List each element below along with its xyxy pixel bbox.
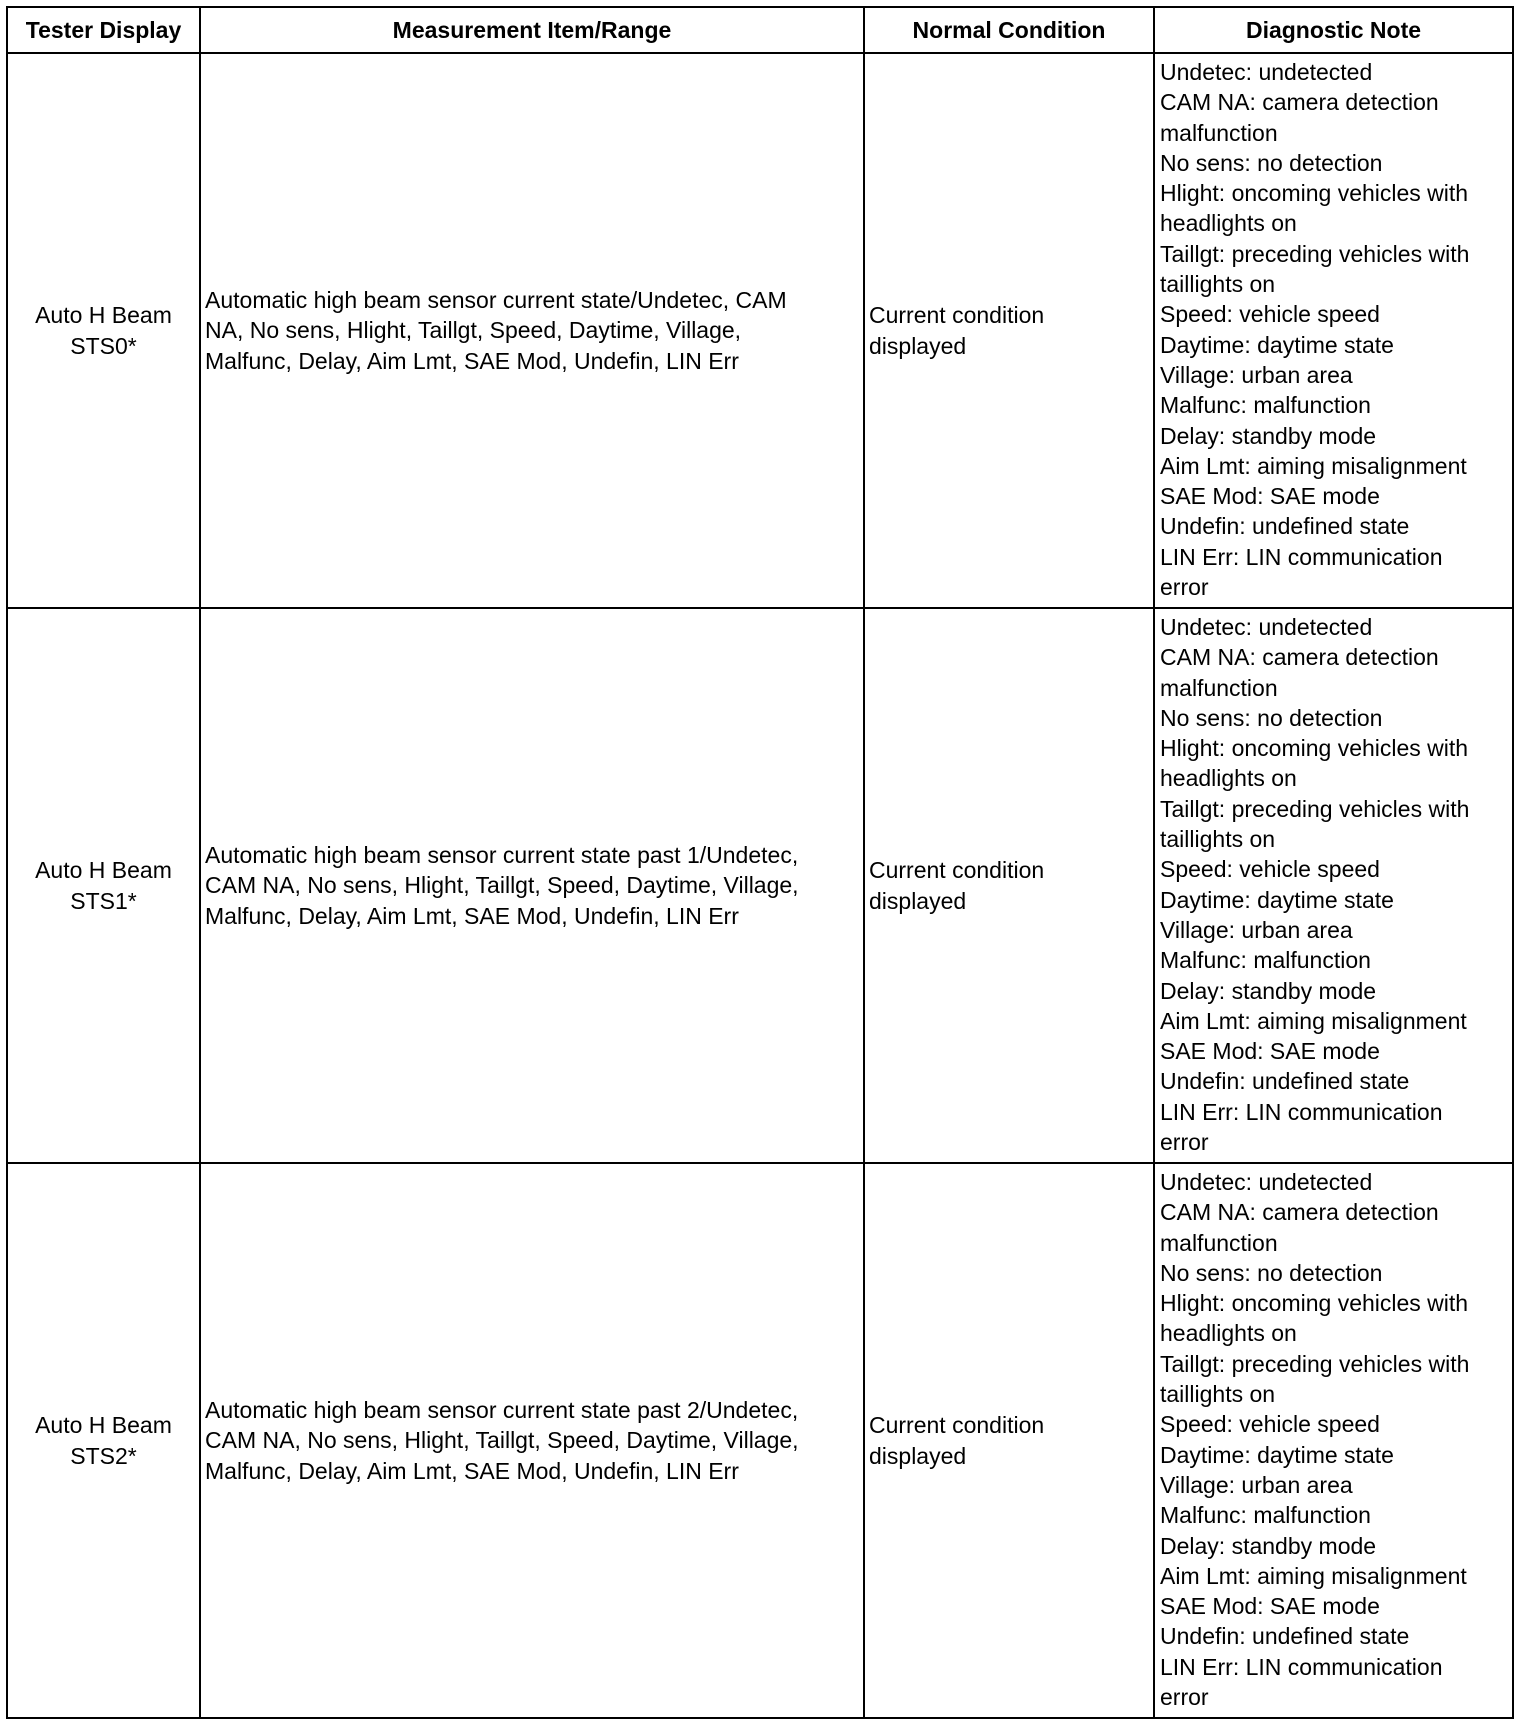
normal-condition-line: Current condition (869, 857, 1045, 884)
diagnostic-note-line: Daytime: daytime state (1160, 331, 1394, 358)
diagnostic-note-line: error (1160, 1684, 1209, 1711)
diagnostic-note-line: No sens: no detection (1160, 1259, 1383, 1286)
normal-condition-line: displayed (869, 332, 967, 359)
measurement-cell (200, 53, 864, 608)
diagnostic-note-line: error (1160, 574, 1209, 601)
diagnostic-note-line: Undetec: undetected (1160, 59, 1373, 85)
diagnostic-note-line: SAE Mod: SAE mode (1160, 483, 1380, 510)
diagnostic-note-line: Hlight: oncoming vehicles with (1160, 1290, 1469, 1317)
diagnostic-note-line: SAE Mod: SAE mode (1160, 1593, 1380, 1620)
measurement-line: CAM NA, No sens, Hlight, Taillgt, Speed, Daytime, Village, (205, 872, 799, 899)
diagnostic-note-cell (1154, 53, 1513, 608)
diagnostic-note-cell (1154, 608, 1513, 1163)
header-diagnostic-note: Diagnostic Note (1154, 7, 1513, 53)
measurement-line: Malfunc, Delay, Aim Lmt, SAE Mod, Undefin, LIN Err (205, 902, 739, 929)
diagnostic-note-line: No sens: no detection (1160, 149, 1383, 176)
diagnostic-note-line: No sens: no detection (1160, 704, 1383, 731)
tester-display-line: Auto H Beam (35, 302, 172, 329)
tester-display-cell (7, 53, 200, 608)
diagnostic-note-line: Aim Lmt: aiming misalignment (1160, 1007, 1467, 1034)
diagnostic-note-line: Speed: vehicle speed (1160, 1411, 1380, 1438)
diagnostic-note-line: Village: urban area (1160, 361, 1353, 388)
diagnostic-note-line: Aim Lmt: aiming misalignment (1160, 1562, 1467, 1589)
diagnostic-note-line: LIN Err: LIN communication (1160, 1653, 1443, 1680)
normal-condition-line: displayed (869, 1442, 967, 1469)
tester-display-line: Auto H Beam (35, 857, 172, 884)
diagnostic-note-line: Delay: standby mode (1160, 422, 1377, 449)
diagnostic-note-line: Malfunc: malfunction (1160, 392, 1371, 419)
diagnostic-note-line: Aim Lmt: aiming misalignment (1160, 452, 1467, 479)
diagnostic-note-line: CAM NA: camera detection (1160, 1199, 1439, 1226)
diagnostic-note-line: headlights on (1160, 1320, 1297, 1347)
diagnostic-note-line: Hlight: oncoming vehicles with (1160, 180, 1469, 207)
diagnostic-note-cell (1154, 1163, 1513, 1718)
measurement-line: Automatic high beam sensor current state/Undetec, CAM (205, 287, 787, 314)
diagnostic-table-container (6, 6, 1514, 1719)
diagnostic-note-line: taillights on (1160, 826, 1276, 853)
tester-display-cell (7, 1163, 200, 1718)
diagnostic-note-line: Malfunc: malfunction (1160, 1502, 1371, 1529)
normal-condition-cell (864, 53, 1154, 608)
normal-condition-line: Current condition (869, 1412, 1045, 1439)
normal-condition-cell (864, 608, 1154, 1163)
table-row (7, 1163, 1513, 1718)
measurement-line: Malfunc, Delay, Aim Lmt, SAE Mod, Undefin, LIN Err (205, 347, 739, 374)
diagnostic-note-line: LIN Err: LIN communication (1160, 1098, 1443, 1125)
diagnostic-note-line: CAM NA: camera detection (1160, 644, 1439, 671)
diagnostic-note-line: headlights on (1160, 210, 1297, 237)
tester-display-line: STS0* (70, 332, 137, 359)
diagnostic-note-line: taillights on (1160, 271, 1276, 298)
tester-display-line: STS2* (70, 1442, 137, 1469)
tester-display-cell (7, 608, 200, 1163)
diagnostic-note-line: SAE Mod: SAE mode (1160, 1038, 1380, 1065)
diagnostic-note-line: Undetec: undetected (1160, 614, 1373, 640)
diagnostic-note-line: malfunction (1160, 1229, 1278, 1256)
diagnostic-note-line: Taillgt: preceding vehicles with (1160, 240, 1470, 267)
table-row (7, 53, 1513, 608)
normal-condition-cell (864, 1163, 1154, 1718)
header-normal-condition: Normal Condition (864, 7, 1154, 53)
diagnostic-note-line: Undetec: undetected (1160, 1169, 1373, 1195)
measurement-line: Automatic high beam sensor current state past 1/Undetec, (205, 842, 799, 869)
diagnostic-note-line: headlights on (1160, 765, 1297, 792)
diagnostic-note-line: Village: urban area (1160, 916, 1353, 943)
diagnostic-note-line: Taillgt: preceding vehicles with (1160, 1350, 1470, 1377)
diagnostic-note-line: Village: urban area (1160, 1471, 1353, 1498)
diagnostic-note-line: Speed: vehicle speed (1160, 856, 1380, 883)
diagnostic-note-line: CAM NA: camera detection (1160, 89, 1439, 116)
diagnostic-note-line: malfunction (1160, 119, 1278, 146)
diagnostic-note-line: Daytime: daytime state (1160, 886, 1394, 913)
diagnostic-note-line: LIN Err: LIN communication (1160, 543, 1443, 570)
diagnostic-note-line: malfunction (1160, 674, 1278, 701)
header-measurement-item-range: Measurement Item/Range (200, 7, 864, 53)
diagnostic-note-line: Daytime: daytime state (1160, 1441, 1394, 1468)
diagnostic-note-line: Malfunc: malfunction (1160, 947, 1371, 974)
tester-display-line: Auto H Beam (35, 1412, 172, 1439)
diagnostic-note-line: Delay: standby mode (1160, 1532, 1377, 1559)
normal-condition-line: Current condition (869, 302, 1045, 329)
table-header-row (7, 7, 1513, 53)
measurement-line: CAM NA, No sens, Hlight, Taillgt, Speed, Daytime, Village, (205, 1427, 799, 1454)
measurement-cell (200, 608, 864, 1163)
diagnostic-note-line: Hlight: oncoming vehicles with (1160, 735, 1469, 762)
diagnostic-note-line: Taillgt: preceding vehicles with (1160, 795, 1470, 822)
diagnostic-table (6, 6, 1514, 1719)
table-row (7, 608, 1513, 1163)
measurement-line: Malfunc, Delay, Aim Lmt, SAE Mod, Undefin, LIN Err (205, 1457, 739, 1484)
measurement-cell (200, 1163, 864, 1718)
diagnostic-note-line: Undefin: undefined state (1160, 1623, 1410, 1650)
diagnostic-note-line: Undefin: undefined state (1160, 1068, 1410, 1095)
diagnostic-note-line: Delay: standby mode (1160, 977, 1377, 1004)
tester-display-line: STS1* (70, 887, 137, 914)
header-tester-display: Tester Display (7, 7, 200, 53)
measurement-line: Automatic high beam sensor current state past 2/Undetec, (205, 1397, 799, 1424)
diagnostic-note-line: error (1160, 1129, 1209, 1156)
normal-condition-line: displayed (869, 887, 967, 914)
diagnostic-note-line: taillights on (1160, 1381, 1276, 1408)
measurement-line: NA, No sens, Hlight, Taillgt, Speed, Daytime, Village, (205, 317, 742, 344)
diagnostic-note-line: Speed: vehicle speed (1160, 301, 1380, 328)
diagnostic-note-line: Undefin: undefined state (1160, 513, 1410, 540)
